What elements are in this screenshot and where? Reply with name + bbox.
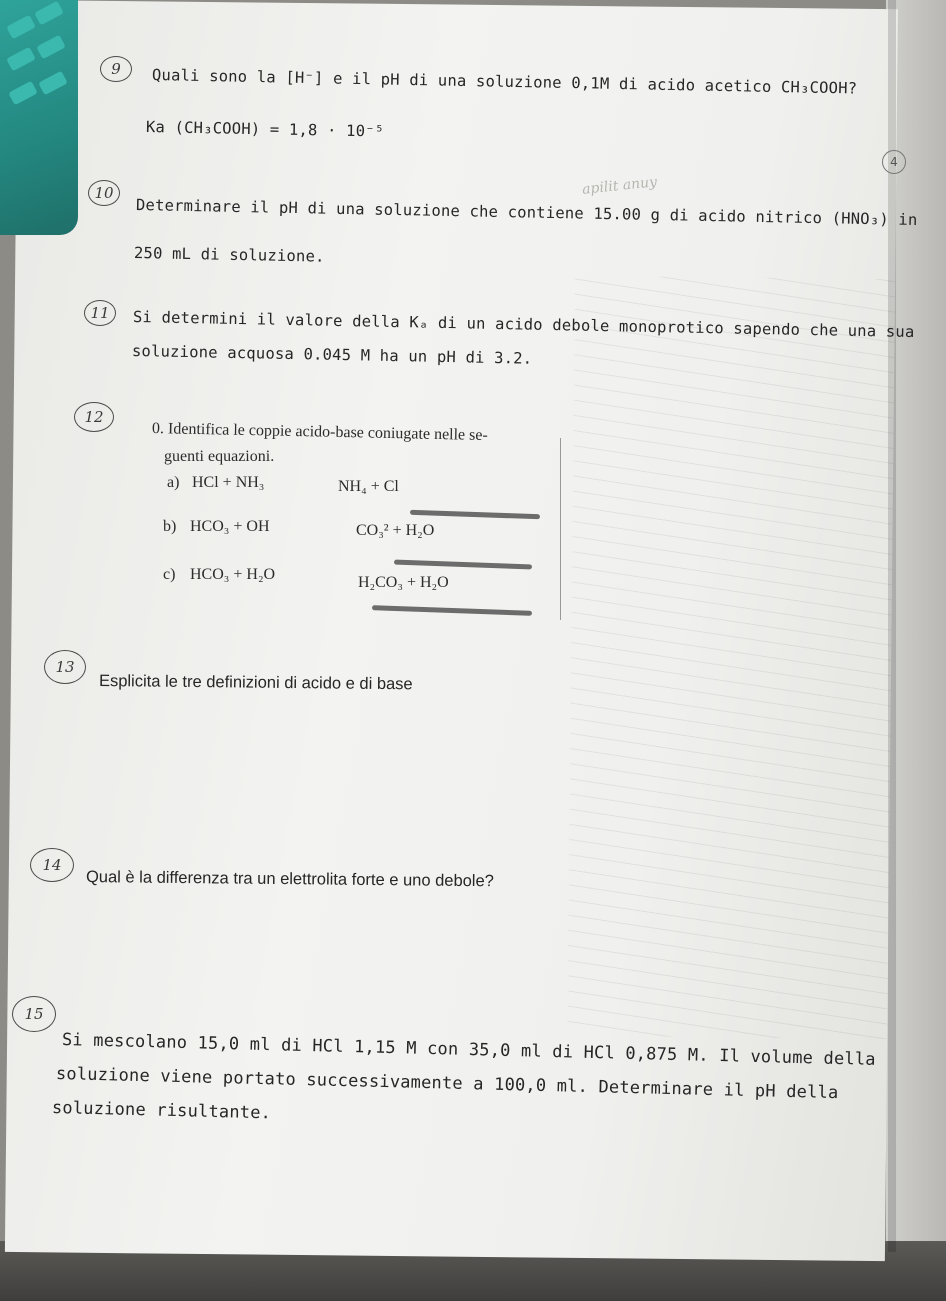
question-number-badge: 12 bbox=[74, 402, 114, 432]
question-number-badge: 14 bbox=[30, 848, 74, 882]
corner-mark: 4 bbox=[882, 150, 906, 174]
question-15-text-line3: soluzione risultante. bbox=[51, 1098, 272, 1124]
pencil-annotation: apilit anuy bbox=[581, 174, 658, 198]
question-number-badge: 9 bbox=[100, 56, 132, 82]
question-14-text: Qual è la differenza tra un elettrolita forte e uno debole? bbox=[85, 868, 494, 891]
question-12-intro: 0. Identifica le coppie acido-base coniugate nelle se- bbox=[151, 420, 488, 445]
question-number-badge: 15 bbox=[12, 996, 56, 1032]
equation-left: HCO₃ + H₂O bbox=[190, 566, 276, 583]
equation-label: c) bbox=[163, 566, 176, 583]
question-11-text: Si determini il valore della Kₐ di un acido debole monoprotico sapendo che una sua bbox=[132, 308, 915, 342]
calculator-key bbox=[34, 1, 64, 26]
question-number-badge: 11 bbox=[84, 300, 116, 326]
equation-label: a) bbox=[167, 474, 180, 491]
question-13-text: Esplicita le tre definizioni di acido e di base bbox=[98, 672, 413, 694]
calculator-key bbox=[6, 15, 36, 40]
question-9-ka: Ka (CH₃COOH) = 1,8 · 10⁻⁵ bbox=[145, 118, 385, 141]
question-10-text-line2: 250 mL di soluzione. bbox=[133, 244, 325, 266]
equation-right: NH₄ + Cl bbox=[338, 478, 399, 495]
question-number-badge: 10 bbox=[88, 180, 120, 206]
question-9-text: Quali sono la [H⁻] e il pH di una soluzione 0,1M di acido acetico CH₃COOH? bbox=[151, 66, 858, 98]
question-15-text: Si mescolano 15,0 ml di HCl 1,15 M con 35,0 ml di HCl 0,875 M. Il volume della bbox=[61, 1030, 876, 1070]
equation-left: HCO₃ + OH bbox=[190, 518, 270, 535]
page-edge-shadow bbox=[888, 0, 896, 1252]
calculator-key bbox=[8, 81, 38, 106]
equation-label: b) bbox=[163, 518, 177, 535]
equation-right: H₂CO₃ + H₂O bbox=[358, 574, 449, 591]
equation-left: HCl + NH₃ bbox=[192, 474, 265, 491]
equation-right: CO₃² + H₂O bbox=[356, 522, 435, 539]
question-10-text: Determinare il pH di una soluzione che contiene 15.00 g di acido nitrico (HNO₃) in bbox=[135, 196, 918, 230]
question-number-badge: 13 bbox=[44, 650, 86, 684]
question-11-text-line2: soluzione acquosa 0.045 M ha un pH di 3.2. bbox=[131, 342, 533, 368]
calculator bbox=[0, 0, 78, 235]
calculator-key bbox=[6, 47, 36, 72]
bleed-through-text bbox=[567, 276, 895, 1039]
clipping-edge-line bbox=[560, 438, 561, 620]
calculator-key bbox=[38, 71, 68, 96]
question-15-text-line2: soluzione viene portato successivamente a 100,0 ml. Determinare il pH della bbox=[55, 1064, 839, 1104]
question-12-intro-line2: guenti equazioni. bbox=[164, 448, 275, 465]
calculator-key bbox=[36, 35, 66, 60]
